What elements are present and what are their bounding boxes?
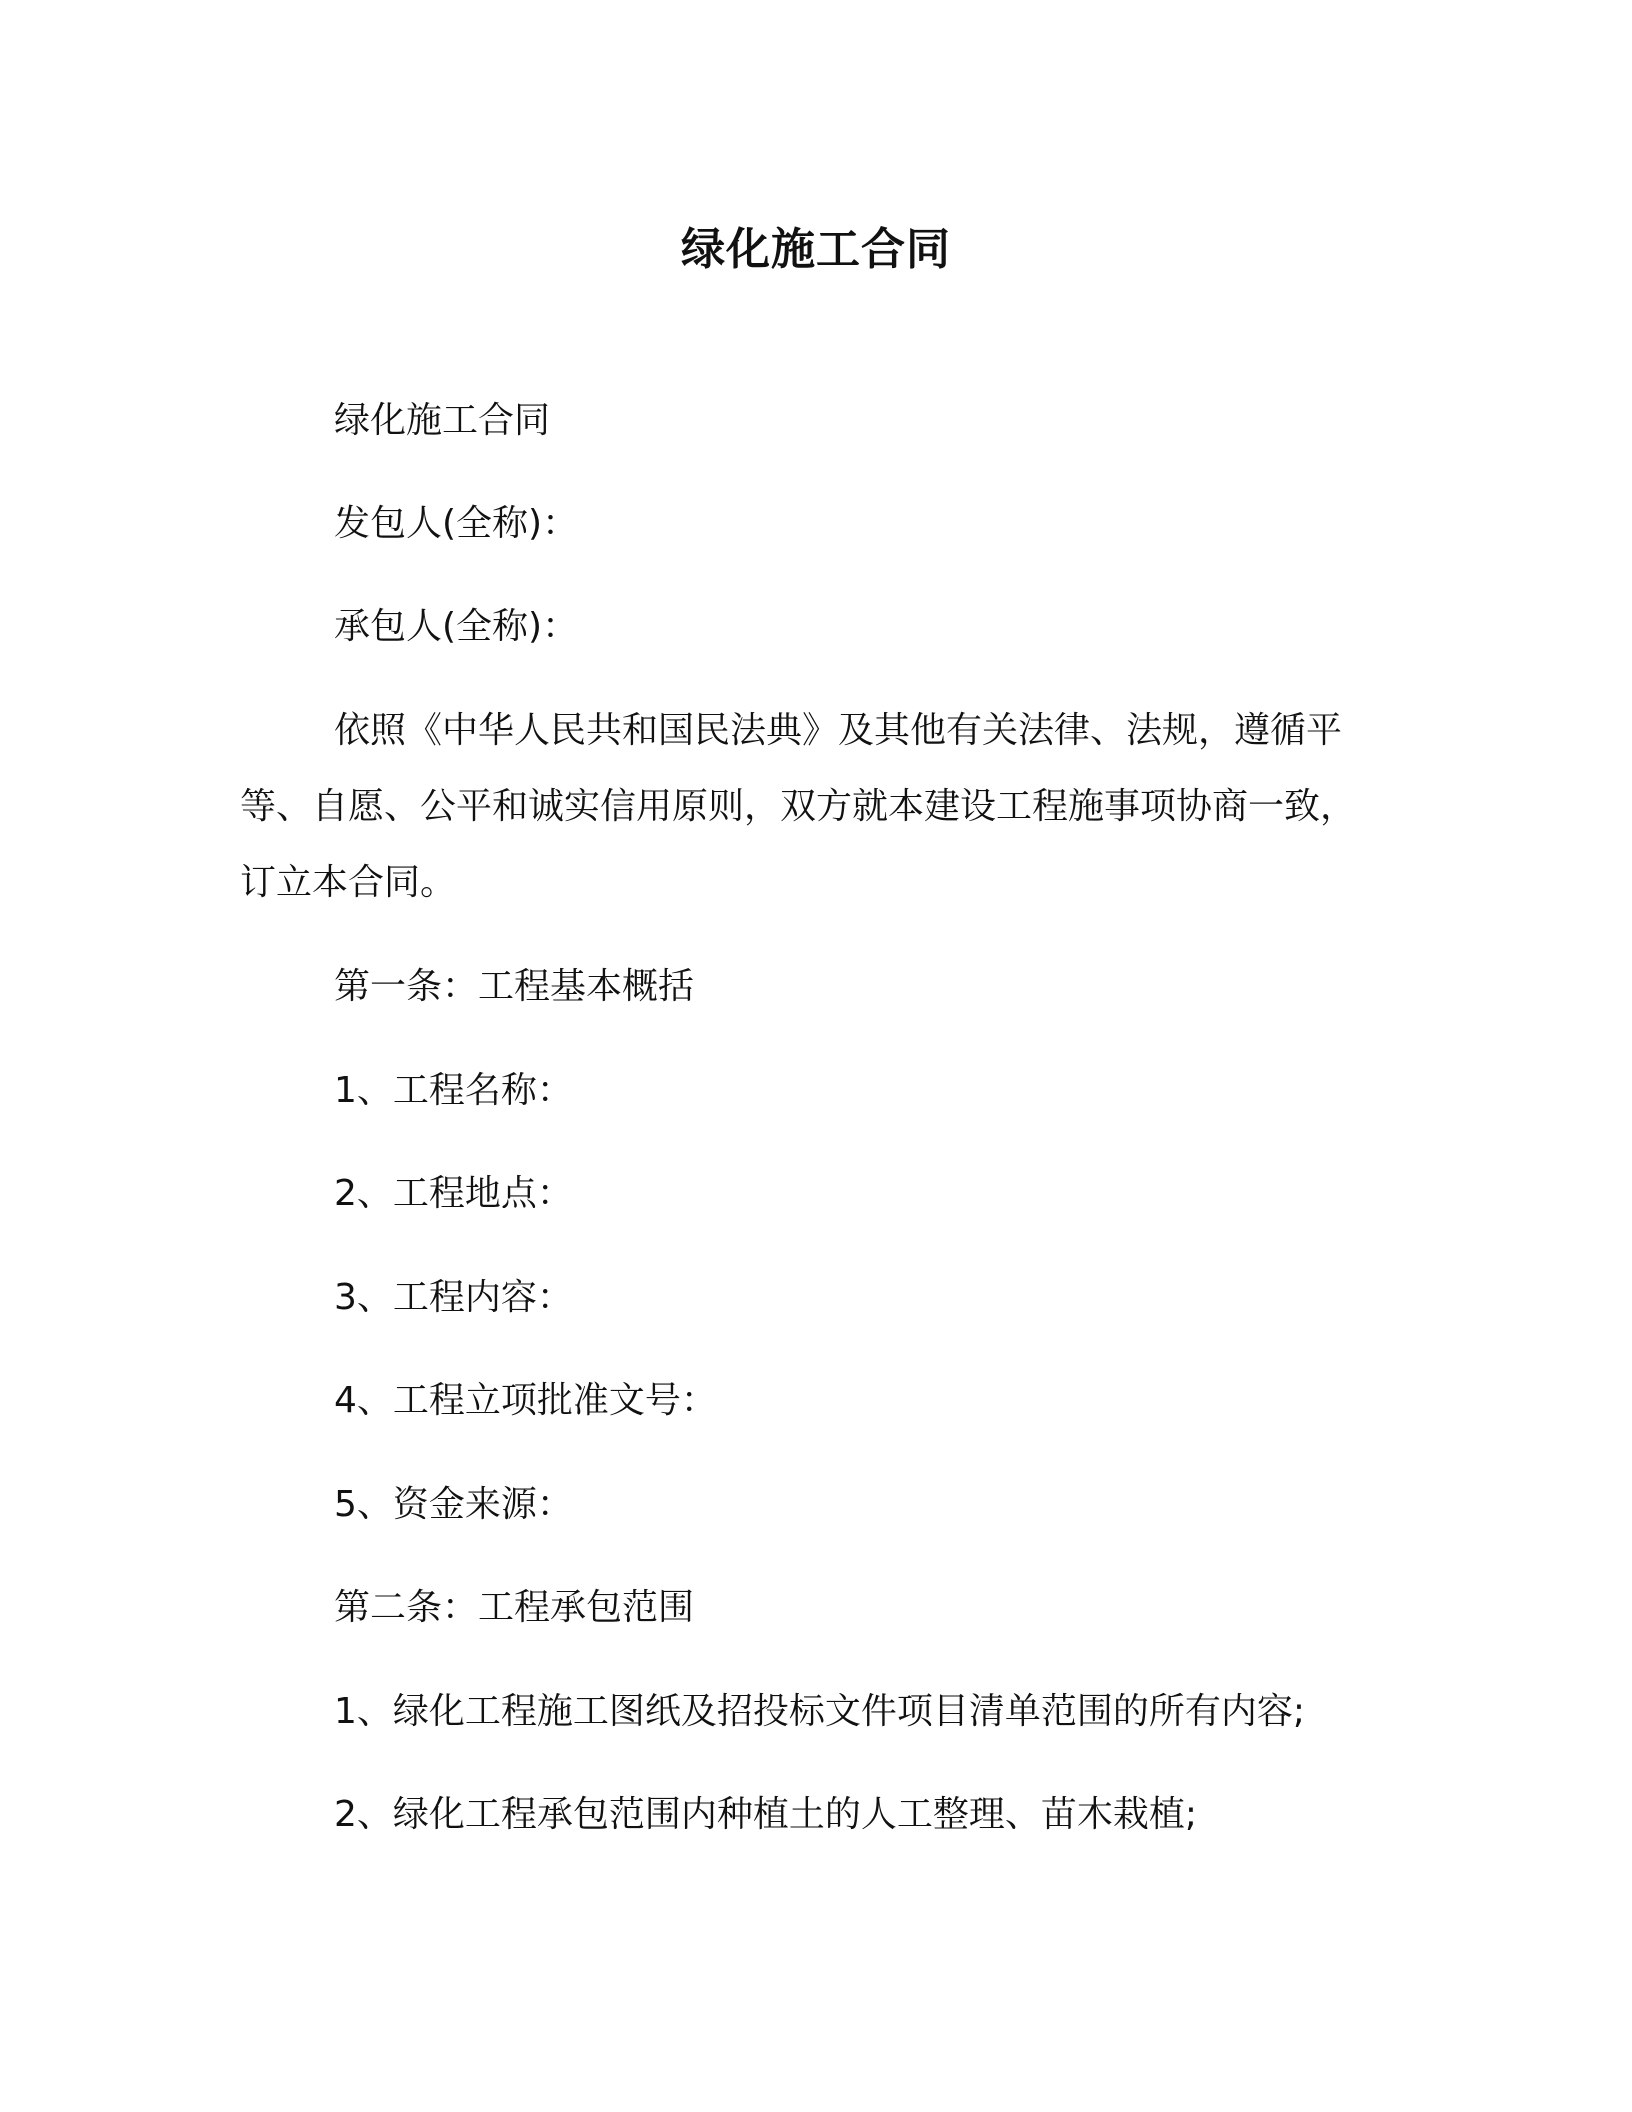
article-2-heading: 第二条：工程承包范围 [334, 1587, 695, 1628]
preamble-line-1: 依照《中华人民共和国民法典》及其他有关法律、法规，遵循平 [334, 710, 1343, 751]
party-a-label: 发包人(全称)： [334, 503, 579, 544]
document-title: 绿化施工合同 [681, 224, 951, 275]
party-b-label: 承包人(全称)： [334, 606, 579, 647]
article-1-item: 5、资金来源： [334, 1484, 573, 1525]
article-2-item: 2、绿化工程承包范围内种植土的人工整理、苗木栽植; [334, 1794, 1198, 1835]
article-1-item: 2、工程地点： [334, 1173, 573, 1214]
article-1-item: 1、工程名称： [334, 1070, 573, 1111]
article-1-item: 3、工程内容： [334, 1277, 573, 1318]
document-subtitle: 绿化施工合同 [334, 400, 551, 441]
preamble-line-3: 订立本合同。 [240, 862, 457, 903]
article-2-item: 1、绿化工程施工图纸及招投标文件项目清单范围的所有内容; [334, 1691, 1306, 1732]
article-1-heading: 第一条：工程基本概括 [334, 966, 695, 1007]
preamble-line-2: 等、自愿、公平和诚实信用原则，双方就本建设工程施事项协商一致， [240, 786, 1357, 827]
article-1-item: 4、工程立项批准文号： [334, 1380, 717, 1421]
